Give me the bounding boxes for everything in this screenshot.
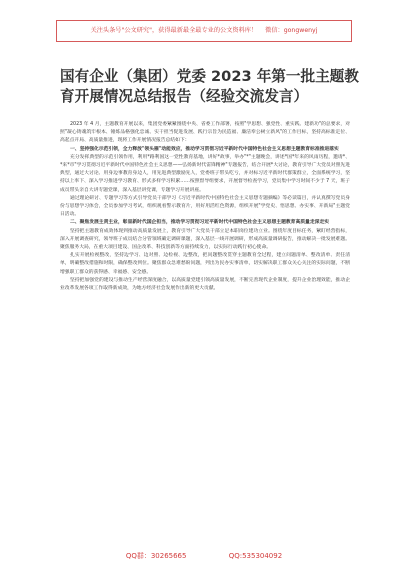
- promo-banner: [56, 20, 352, 42]
- body-paragraph: 坚持把加强党的建设与推动生产经营深度融合，以高质量党建引领高质量发展，不断完善现代企业制度，提升企业治理效能，推动企业改革发展各项工作取得新成效，为地方经济社会发展作出新的更大贡献。: [60, 277, 350, 292]
- document-body: [60, 121, 350, 293]
- banner-wechat-text: 微信：gongwenyj: [265, 27, 318, 34]
- footer-qq: QQ:535304092: [228, 552, 283, 560]
- intro-paragraph: 2023 年 4 月，主题教育开展以来，集团党委紧紧围绕中央、省委工作部署，按照"学思想、强党性、重实践、建新功"的总要求，对照"凝心铸魂筑牢根本、锤炼品格强化忠诚、实干担当促进发展、践行宗旨为民造福、廉洁奉公树立新风"的工作目标，坚持高标准定位、高起点开局、高质量推进，现将工作开展情况报告总结如下：: [60, 122, 350, 144]
- page-footer: [0, 550, 408, 562]
- document-title: 国有企业（集团）党委 2023 年第一批主题教育开展情况总结报告（经验交流发言）: [60, 68, 359, 105]
- banner-left-text: 关注头条号"公文研究"，获得最新最全最专业的公文资料库！: [90, 27, 258, 34]
- body-paragraph: 通过理论研讨、专题学习等方式引导党员干部学习《习近平新时代中国特色社会主义思想专题摘编》等必读篇目，并认真撰写党员身份与思想学习体会，全员参加学习考试，组织观看警示教育片，用好用活红色资源，组织开展"学党史、悟思想、办实事、开新局"主题党日活动。: [60, 195, 350, 218]
- body-paragraph: 充分发挥典型的示范引领作用，利用*路利国这一党性教育基地，讲好*故事，举办"*"主题晚会，讲述*国*年来的风雨历程，邀请*、*来*市"学习贯彻习近平新时代中国特色社会主义思想——弘扬新时代雷锋精神"专题报告，结合开展*大讨论，教育引导广大党员对照先进典型，通过大讨论、用身边事教育身边人，用先进典型激励先人，党委班子带头吃亏，并对标习近平新时代群策群立，全面系统学习，坚持以上率下、深入学习推进学习教育、形式多样学习积累……按照督导组要求，开展督导检查学习，党员集中学习时间不少于 7 天，班子成员带头亲自大讲专题党课，深入基层讲党课，专题学习开展讲座。: [60, 154, 350, 193]
- body-paragraph: 扎实开展检视整改，坚持边学习、边对照、边检视、边整改，把问题整改贯穿主题教育全过程，建立问题清单、整改清单、责任清单，明确整改措施和时限，确保整改到位。聚焦群众急难愁盼问题，列出为民办实事清单，切实解决职工群众关心关注的实际问题，不断增强职工群众的获得感、幸福感、安全感。: [60, 253, 350, 275]
- section-heading-2: 二、聚焦发展主责主业，彰显新时代国企担当，推动学习贯彻习近平新时代中国特色社会主义思想主题教育高质量走深走实: [70, 220, 330, 226]
- section-heading-1: 一、坚持强化示范引领，全力释放"领头雁"动能效应，推动学习贯彻习近平新时代中国特色社会主义思想主题教育标准推进落实: [70, 146, 339, 152]
- footer-qq-group: QQ群：30265665: [125, 552, 187, 560]
- body-paragraph: 坚持把主题教育成效体现到推动高质量发展上，教育引导广大党员干部立足本职岗位建功立业。围绕年度目标任务，紧盯经营指标，深入开展调查研究，领导班子成员结合分管领域确定调研课题，深入基层一线开展调研，形成高质量调研报告，推动解决一批发展难题。聚焦服务大局，在重大项目建设、国企改革、科技创新等方面持续发力，以实际行动践行初心使命。: [60, 228, 350, 251]
